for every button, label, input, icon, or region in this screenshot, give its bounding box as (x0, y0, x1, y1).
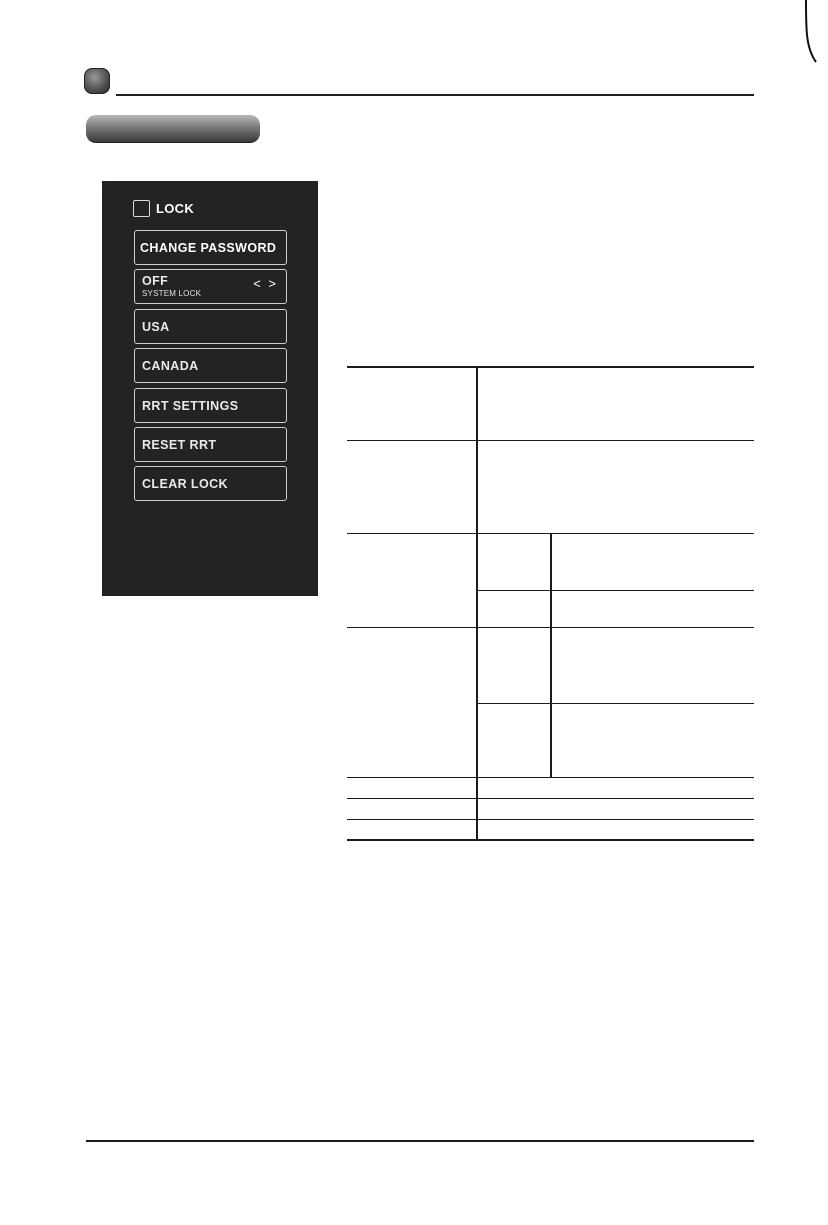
reset-rrt-label: RESET RRT (142, 437, 217, 452)
clear-lock-button[interactable] (134, 466, 287, 501)
section-tab (86, 115, 260, 143)
lock-checkbox[interactable] (133, 200, 150, 217)
system-lock-value: OFF (142, 273, 169, 288)
change-password-label: CHANGE PASSWORD (140, 240, 277, 255)
table-column-rule (550, 533, 552, 778)
change-password-button[interactable] (134, 230, 287, 265)
section-marker-icon (84, 68, 110, 94)
reset-rrt-button[interactable] (134, 427, 287, 462)
table-rule (477, 590, 754, 591)
rrt-settings-label: RRT SETTINGS (142, 398, 239, 413)
table-rule (347, 819, 754, 820)
table-rule (347, 440, 754, 441)
footer-rule (86, 1140, 754, 1142)
clear-lock-label: CLEAR LOCK (142, 476, 228, 491)
table-rule (347, 798, 754, 799)
canada-button[interactable] (134, 348, 287, 383)
system-lock-selector[interactable] (134, 269, 287, 304)
table-column-rule (476, 366, 478, 840)
rrt-settings-button[interactable] (134, 388, 287, 423)
table-rule (477, 703, 754, 704)
cut-guide (0, 0, 828, 80)
lock-label: LOCK (156, 201, 195, 216)
canada-label: CANADA (142, 358, 199, 373)
usa-label: USA (142, 319, 170, 334)
left-right-arrows-icon[interactable]: < > (253, 276, 278, 291)
table-rule-top (347, 366, 754, 368)
usa-button[interactable] (134, 309, 287, 344)
header-rule (116, 94, 754, 96)
system-lock-label: SYSTEM LOCK (142, 288, 202, 298)
lock-toggle[interactable] (133, 200, 194, 217)
table-rule-bottom (347, 839, 754, 841)
